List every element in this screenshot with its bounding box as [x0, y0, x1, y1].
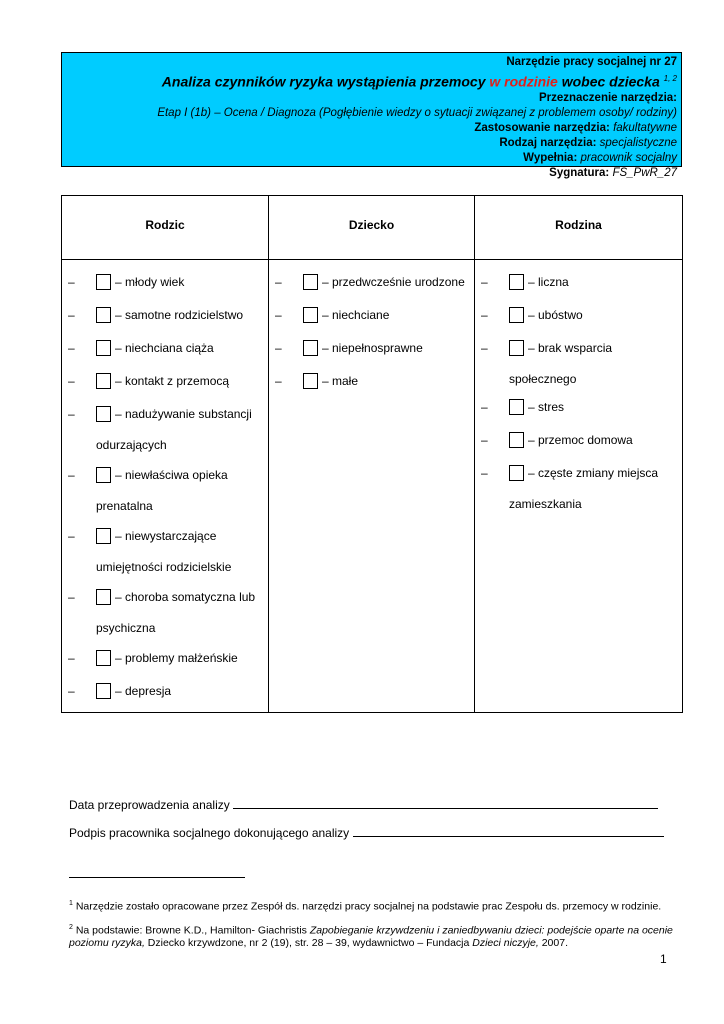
bullet-dash: –	[481, 466, 488, 480]
title-part-a: Analiza czynników ryzyka wystąpienia przemocy	[161, 73, 490, 90]
risk-factor-checkbox[interactable]	[96, 589, 111, 605]
risk-factor-checkbox[interactable]	[96, 683, 111, 699]
worker-signature-field[interactable]	[353, 825, 664, 837]
worker-signature-label: Podpis pracownika socjalnego dokonującego analizy	[69, 826, 350, 840]
filled-by-row	[66, 151, 677, 166]
bullet-dash: –	[275, 275, 282, 289]
signature-row	[66, 166, 677, 181]
page-number: 1	[660, 952, 667, 966]
risk-factor-checkbox[interactable]	[303, 373, 318, 389]
risk-factor-checkbox[interactable]	[96, 307, 111, 323]
bullet-dash: –	[481, 308, 488, 322]
risk-factor-label: – niepełnosprawne	[322, 341, 423, 355]
bullet-dash: –	[68, 529, 75, 543]
stage-description: Etap I (1b) – Ocena / Diagnoza (Pogłębienie wiedzy o sytuacji związanej z problemem osoby/ rodziny)	[157, 106, 677, 119]
bullet-dash: –	[481, 275, 488, 289]
footnote-separator	[69, 877, 245, 878]
footnote-1-text: Narzędzie zostało opracowane przez Zespół ds. narzędzi pracy socjalnej na podstawie prac Zespołu ds. przemocy w rodzinie.	[75, 900, 662, 913]
footnote-2-mark: 2	[69, 924, 73, 931]
bullet-dash: –	[481, 433, 488, 447]
risk-factor-label: – niewystarczające	[115, 529, 217, 543]
risk-factor-table	[61, 195, 683, 713]
risk-factor-label-continued: zamieszkania	[509, 497, 582, 511]
bullet-dash: –	[275, 341, 282, 355]
column-divider	[474, 196, 475, 712]
bullet-dash: –	[275, 374, 282, 388]
bullet-dash: –	[481, 341, 488, 355]
bullet-dash: –	[68, 374, 75, 388]
footnote-2-text-c: 2007.	[538, 936, 568, 949]
risk-factor-checkbox[interactable]	[509, 432, 524, 448]
use-row	[66, 121, 677, 136]
risk-factor-checkbox[interactable]	[96, 528, 111, 544]
worker-signature-row	[69, 825, 664, 840]
type-row	[66, 136, 677, 151]
use-label: Zastosowanie narzędzia:	[474, 121, 610, 134]
risk-factor-checkbox[interactable]	[96, 274, 111, 290]
footnote-2	[69, 922, 679, 949]
risk-factor-label: – przemoc domowa	[528, 433, 633, 447]
risk-factor-checkbox[interactable]	[303, 307, 318, 323]
tool-title	[66, 70, 677, 91]
risk-factor-label: – brak wsparcia	[528, 341, 613, 355]
footnote-1	[69, 898, 679, 913]
bullet-dash: –	[481, 400, 488, 414]
risk-factor-label-continued: prenatalna	[96, 499, 153, 513]
risk-factor-checkbox[interactable]	[509, 340, 524, 356]
risk-factor-checkbox[interactable]	[303, 340, 318, 356]
risk-factor-checkbox[interactable]	[509, 399, 524, 415]
footnote-2-title: Zapobieganie krzywdzeniu i zaniedbywaniu dzieci: podejście oparte na ocenie poziomu ryzyka,	[69, 924, 673, 949]
analysis-date-row	[69, 797, 658, 812]
bullet-dash: –	[68, 468, 75, 482]
risk-factor-label: – ubóstwo	[528, 308, 583, 322]
risk-factor-checkbox[interactable]	[509, 465, 524, 481]
bullet-dash: –	[68, 651, 75, 665]
risk-factor-checkbox[interactable]	[96, 340, 111, 356]
column-heading-dziecko: Dziecko	[348, 218, 395, 232]
analysis-date-field[interactable]	[233, 797, 658, 809]
risk-factor-label: – częste zmiany miejsca	[528, 466, 659, 480]
title-footnote-refs: 1, 2	[663, 74, 677, 83]
signature-code-value: FS_PwR_27	[612, 166, 677, 179]
risk-factor-label: – problemy małżeńskie	[115, 651, 238, 665]
risk-factor-label: – kontakt z przemocą	[115, 374, 230, 388]
column-heading-rodzic: Rodzic	[145, 218, 185, 232]
risk-factor-label-continued: społecznego	[509, 372, 577, 386]
footnote-2-publisher: Dzieci niczyje,	[472, 936, 539, 949]
bullet-dash: –	[68, 341, 75, 355]
risk-factor-label: – małe	[322, 374, 359, 388]
risk-factor-label: – niewłaściwa opieka	[115, 468, 228, 482]
footnote-1-mark: 1	[69, 900, 73, 907]
type-value: specjalistyczne	[599, 136, 677, 149]
type-label: Rodzaj narzędzia:	[499, 136, 597, 149]
risk-factor-checkbox[interactable]	[509, 307, 524, 323]
analysis-date-label: Data przeprowadzenia analizy	[69, 798, 230, 812]
risk-factor-label: – stres	[528, 400, 565, 414]
risk-factor-label: – choroba somatyczna lub	[115, 590, 256, 604]
column-heading-rodzina: Rodzina	[555, 218, 602, 232]
filled-by-label: Wypełnia:	[523, 151, 578, 164]
risk-factor-checkbox[interactable]	[96, 406, 111, 422]
risk-factor-label: – niechciana ciąża	[115, 341, 214, 355]
risk-factor-label-continued: umiejętności rodzicielskie	[96, 560, 232, 574]
risk-factor-label-continued: psychiczna	[96, 621, 156, 635]
signature-code-label: Sygnatura:	[549, 166, 610, 179]
bullet-dash: –	[68, 407, 75, 421]
tool-header	[61, 52, 682, 179]
bullet-dash: –	[68, 308, 75, 322]
bullet-dash: –	[68, 275, 75, 289]
risk-factor-checkbox[interactable]	[96, 373, 111, 389]
header-divider	[62, 259, 682, 260]
risk-factor-label-continued: odurzających	[96, 438, 167, 452]
risk-factor-label: – młody wiek	[115, 275, 185, 289]
risk-factor-checkbox[interactable]	[303, 274, 318, 290]
risk-factor-checkbox[interactable]	[96, 467, 111, 483]
filled-by-value: pracownik socjalny	[580, 151, 677, 164]
title-highlight: w rodzinie	[489, 73, 558, 90]
footnote-2-text-a: Na podstawie: Browne K.D., Hamilton- Giachristis	[75, 924, 310, 937]
risk-factor-label: – niechciane	[322, 308, 390, 322]
risk-factor-label: – przedwcześnie urodzone	[322, 275, 465, 289]
bullet-dash: –	[275, 308, 282, 322]
risk-factor-label: – depresja	[115, 684, 172, 698]
risk-factor-checkbox[interactable]	[509, 274, 524, 290]
title-part-b: wobec dziecka	[557, 73, 660, 90]
bullet-dash: –	[68, 590, 75, 604]
use-value: fakultatywne	[613, 121, 677, 134]
risk-factor-checkbox[interactable]	[96, 650, 111, 666]
column-divider	[268, 196, 269, 712]
risk-factor-label: – nadużywanie substancji	[115, 407, 252, 421]
purpose-label: Przeznaczenie narzędzia:	[538, 91, 677, 104]
risk-factor-label: – samotne rodzicielstwo	[115, 308, 244, 322]
footnote-2-text-b: Dziecko krzywdzone, nr 2 (19), str. 28 – 39, wydawnictwo – Fundacja	[144, 936, 473, 949]
risk-factor-label: – liczna	[528, 275, 569, 289]
tool-number: Narzędzie pracy socjalnej nr 27	[506, 56, 677, 68]
bullet-dash: –	[68, 684, 75, 698]
